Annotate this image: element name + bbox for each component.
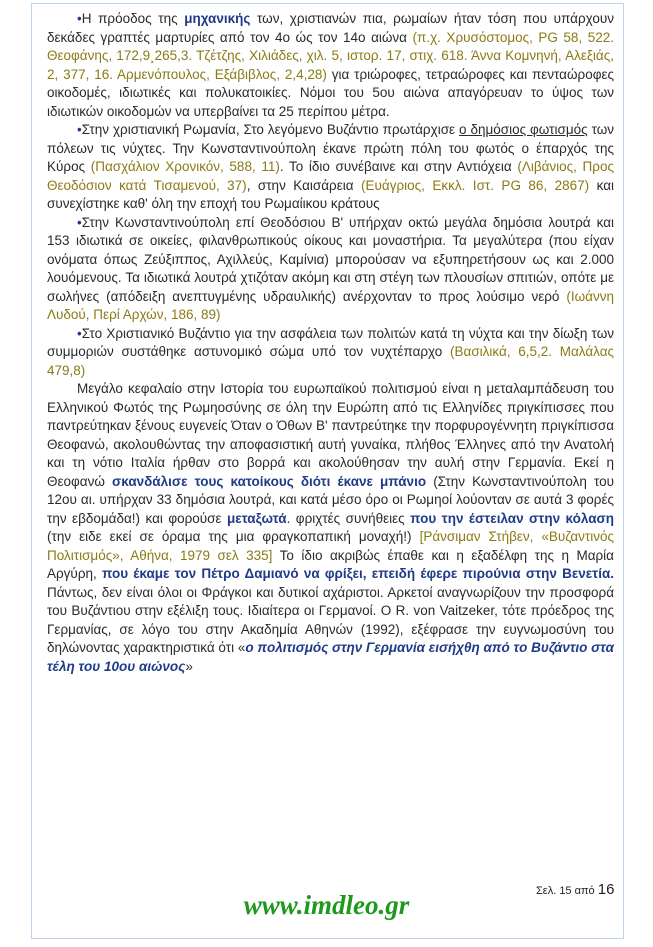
citation: [Ράνσιμαν Στήβεν, «Βυζαντινός Πολιτισμός», Αθήνα, 1979 σελ 335] (47, 529, 615, 563)
page-number-label: Σελ. 15 από (536, 885, 598, 897)
bullet: • (77, 214, 82, 230)
emphasis-text: που την έστειλαν στην κόλαση (410, 510, 614, 526)
text-run: Το ίδιο ακριβώς έπαθε και η εξαδέλφη της η Μαρία Αργύρη, (47, 547, 614, 581)
emphasis-text: μεταξωτά (226, 510, 287, 526)
bullet: • (77, 325, 82, 341)
emphasis-text: που έκαμε τον Πέτρο Δαμιανό να φρίξει, επειδή έφερε πιρούνια στην Βενετία. (102, 566, 614, 581)
paragraph (47, 10, 614, 121)
text-run: Στην Κωνσταντινούπολη επί Θεοδόσιου Β' υπήρχαν οκτώ μεγάλα δημόσια λουτρά και 153 ιδιωτικά σε οικείες, φιλανθρωπικούς οίκους και μοναστήρια. Τα μεγαλύτερα (που είχαν ονόματα όπως Ζεύξιππος, Αχιλλεύς, Καμίνια) μπορούσαν να εξυπηρετήσουν ως και 2.000 λουόμενους. Τα ιδιωτικά λουτρά χτιζόταν ακόμη και στη στέγη των πλουσίων σπιτιών, οπότε με σωλήνες (απόδειξη ανεπτυγμένης υδραυλικής) ανέρχονταν το προς λούσιμο νερό (47, 214, 614, 304)
text-run: Στο Χριστιανικό Βυζάντιο για την ασφάλεια των πολιτών κατά τη νύχτα και την δίωξη των συμμοριών συστάθηκε αστυνομικό σώμα υπό τον νυχτέπαρχο (47, 325, 614, 359)
text-run: ο δημόσιος φωτισμός (459, 122, 588, 137)
citation: (π.χ. Χρυσόστομος, PG 58, 522. Θεοφάνης, 172,9¸265,3. Τζέτζης, Χιλιάδες, χιλ. 5, ιστορ. 17, στιχ. 618. Άννα Κομνηνή, Αλεξιάς, 2, 377, 16. Αρμενόπουλος, Εξάβιβλος, 2,4,28) (47, 29, 614, 82)
text-run: Πάντως, δεν είναι όλοι οι Φράγκοι και δυτικοί αχάριστοι. Αρκετοί αναγνωρίζουν την προσφορά του Βυζάντιου στην εξέλιξη τους. Ιδιαίτερα οι Γερμανοί. Ο R. von Vaitzeker, τότε πρόεδρος της Γερμανίας, σε λόγο του στην Ακαδημία Αθηνών (1992), εξέφρασε την ευγνωμοσύνη του δηλώνοντας χαρακτηριστικά ότι « (47, 584, 614, 655)
paragraph (47, 121, 614, 214)
article-body (47, 10, 614, 676)
text-run: των πόλεων τις νύχτες. Την Κωνσταντινούπολη έκανε πρώτη πόλη του φωτός ο έπαρχός της Κύρος (47, 122, 615, 174)
citation: (Ευάγριος, Εκκλ. Ιστ. PG 86, 2867) (361, 177, 590, 193)
citation: (Λιβάνιος, Προς Θεοδόσιον κατά Τισαμενού, 37) (47, 159, 614, 193)
text-run: Μεγάλο κεφαλαίο στην Ιστορία του ευρωπαϊκού πολιτισμού είναι η μεταλαμπάδευση του Ελληνικού Φωτός της Ρωμηοσύνης σε όλη την Ευρώπη από τις Ελληνίδες πριγκίπισσες που παντρεύτηκαν ξένους ευγενείς Όταν ο Όθων Β' παντρεύτηκε την πορφυρογέννητη πριγκίπισσα Θεοφανώ, ακολουθώντας την αποφασιστική αυτή γυναίκα, πλήθος Έλληνες από την Ανατολή και τη νότιο Ιταλία ήρθαν στο βορρά και ακολούθησαν την αυλή στην Γερμανία. Εκεί η Θεοφανώ (47, 381, 614, 489)
citation: (Ιωάννη Λυδού, Περί Αρχών, 186, 89) (47, 288, 614, 322)
bullet: • (77, 11, 82, 26)
text-run: των, χριστιανών πια, ρωμαίων ήταν τόση που υπάρχουν δεκάδες γραπτές μαρτυρίες από τον 4ο ώς τον 14ο αιώνα (47, 11, 614, 45)
text-run: » (185, 658, 193, 674)
text-run: (την ειδε εκεί σε όραμα της μια φραγκοπαπική μοναχή!) (47, 529, 420, 544)
bullet: • (77, 122, 82, 137)
emphasis-text: ο πολιτισμός στην Γερμανία εισήχθη από το Βυζάντιο στα τέλη του 10ου αιώνος (47, 640, 614, 674)
emphasis-text: σκανδάλισε τους κατοίκους διότι έκανε μπάνιο (112, 473, 427, 489)
text-run: , στην Καισάρεια (246, 177, 362, 193)
paragraph (47, 380, 614, 676)
paragraph (47, 325, 614, 381)
text-run: Η πρόοδος της (81, 11, 185, 26)
text-run: (Στην Κωνσταντινούπολη του 12ου αι. υπήρχαν 33 δημόσια λουτρά, και κατά μέσο όρο οι Ρωμηοί λούονταν σε αυτά 3 φορές την εβδομάδα!) και φορούσε (47, 473, 614, 526)
website-url-link[interactable]: www.imdleo.gr (243, 890, 410, 920)
text-run: Στην χριστιανική Ρωμανία, Στο λεγόμενο Βυζάντιο πρωτάρχισε (81, 122, 459, 137)
citation: (Βασιλικά, 6,5,2. Μαλάλας 479,8) (47, 344, 615, 378)
text-run: . Το ίδιο συνέβαινε και στην Αντιόχεια (279, 159, 518, 174)
citation: (Πασχάλιον Χρονικόν, 588, 11) (90, 159, 280, 174)
text-run: και συνεχίστηκε καθ' όλη την εποχή του Ρωμαίικου κράτους (47, 177, 615, 211)
text-run: για τριώροφες, τετραώροφες και πενταώροφες οικοδομές, ιδιωτικές και πολυκατοικίες. Νόμοι του 5ου αιώνα απαγόρευαν το ύψος των ιδιωτικών οικοδομών να υπερβαίνει τα 25 περίπου μέτρα. (47, 66, 614, 119)
text-run: . φριχτές συνήθειες (286, 510, 411, 526)
page-number-total: 16 (597, 881, 615, 898)
paragraph (47, 214, 614, 325)
emphasis-text: μηχανικής (184, 11, 251, 26)
